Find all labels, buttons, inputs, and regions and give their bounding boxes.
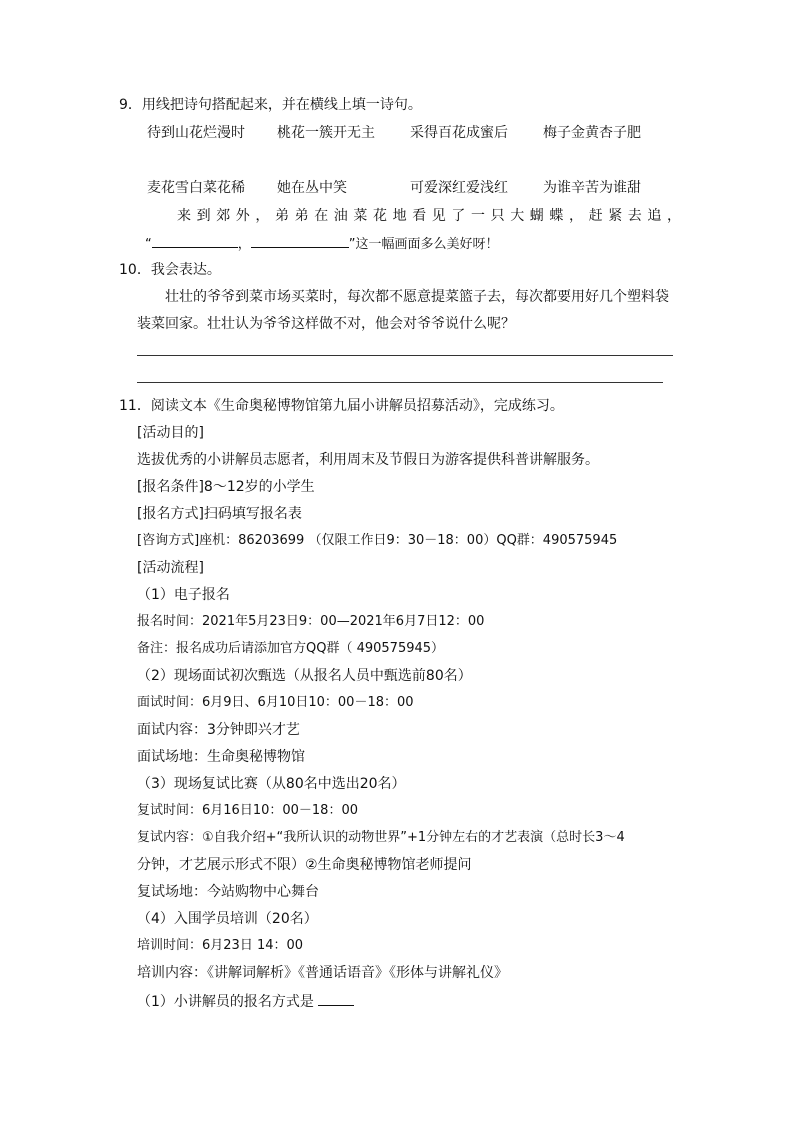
text-line: （2）现场面试初次甄选（从报名人员中甄选前80名） [137, 668, 472, 684]
q10-title: 10．我会表达。 [119, 262, 221, 278]
q10-paragraph-line-2: 装菜回家。壮壮认为爷爷这样做不对，他会对爷爷说什么呢？ [137, 316, 515, 332]
text-line: [报名方式]扫码填写报名表 [137, 506, 302, 522]
text-line: 面试内容：3分钟即兴才艺 [137, 722, 300, 738]
q9-scene-text: 来到郊外，弟弟在油菜花地看见了一只大蝴蝶，赶紧去追， [177, 208, 687, 224]
blank-separator: ， [237, 237, 251, 252]
q10-paragraph-line-1: 壮壮的爷爷到菜市场买菜时，每次都不愿意提菜篮子去，每次都要用好几个塑料袋 [165, 289, 669, 305]
answer-blank[interactable] [318, 991, 354, 1006]
q11-title: 11．阅读文本《生命奥秘博物馆第九届小讲解员招募活动》，完成练习。 [119, 398, 564, 414]
q9-fill-line [145, 233, 499, 254]
text-line: 培训时间：6月23日 14：00 [137, 938, 304, 953]
poem-option[interactable]: 梅子金黄杏子肥 [543, 125, 641, 141]
closing-text: ”这一幅画面多么美好呀！ [348, 237, 499, 252]
open-quote: “ [145, 237, 152, 252]
text-line: 面试时间：6月9日、6月10日10：00－18：00 [137, 695, 414, 710]
text-line: [报名条件]8～12岁的小学生 [137, 479, 315, 495]
text-line: 分钟，才艺展示形式不限）②生命奥秘博物馆老师提问 [137, 857, 472, 873]
poem-blank-2[interactable] [251, 233, 349, 248]
poem-option[interactable]: 采得百花成蜜后 [410, 125, 508, 141]
text-line: 培训内容：《讲解词解析》《普通话语音》《形体与讲解礼仪》 [137, 965, 508, 981]
text-line: （1）电子报名 [137, 587, 230, 603]
poem-option[interactable]: 待到山花烂漫时 [147, 125, 245, 141]
poem-option[interactable]: 麦花雪白菜花稀 [147, 180, 245, 196]
text-line: 复试内容：①自我介绍+“我所认识的动物世界”+1分钟左右的才艺表演（总时长3～4 [137, 830, 625, 845]
text-line: （4）入围学员培训（20名） [137, 911, 318, 927]
answer-line[interactable] [137, 382, 663, 383]
text-line: （3）现场复试比赛（从80名中选出20名） [137, 776, 406, 792]
text-line: [活动目的] [137, 425, 204, 441]
q9-title: 9．用线把诗句搭配起来，并在横线上填一诗句。 [119, 97, 422, 113]
poem-blank-1[interactable] [152, 233, 238, 248]
text-line: 报名时间：2021年5月23日9：00—2021年6月7日12：00 [137, 614, 485, 629]
q11-subquestion-1 [137, 991, 354, 1011]
poem-option[interactable]: 可爱深红爱浅红 [410, 180, 508, 196]
text-line: [活动流程] [137, 560, 204, 576]
poem-option[interactable]: 她在丛中笑 [277, 180, 347, 196]
subquestion-text: （1）小讲解员的报名方式是 [137, 994, 319, 1010]
text-line: 选拔优秀的小讲解员志愿者，利用周末及节假日为游客提供科普讲解服务。 [137, 452, 599, 468]
poem-option[interactable]: 桃花一簇开无主 [277, 125, 375, 141]
answer-line[interactable] [137, 355, 673, 356]
text-line: 备注：报名成功后请添加官方QQ群（ 490575945） [137, 641, 445, 656]
poem-option[interactable]: 为谁辛苦为谁甜 [543, 180, 641, 196]
text-line: 面试场地：生命奥秘博物馆 [137, 749, 305, 765]
text-line: 复试场地：今站购物中心舞台 [137, 884, 319, 900]
text-line: [咨询方式]座机：86203699 （仅限工作日9：30－18：00）QQ群：490575945 [137, 533, 618, 548]
text-line: 复试时间：6月16日10：00－18：00 [137, 803, 358, 818]
